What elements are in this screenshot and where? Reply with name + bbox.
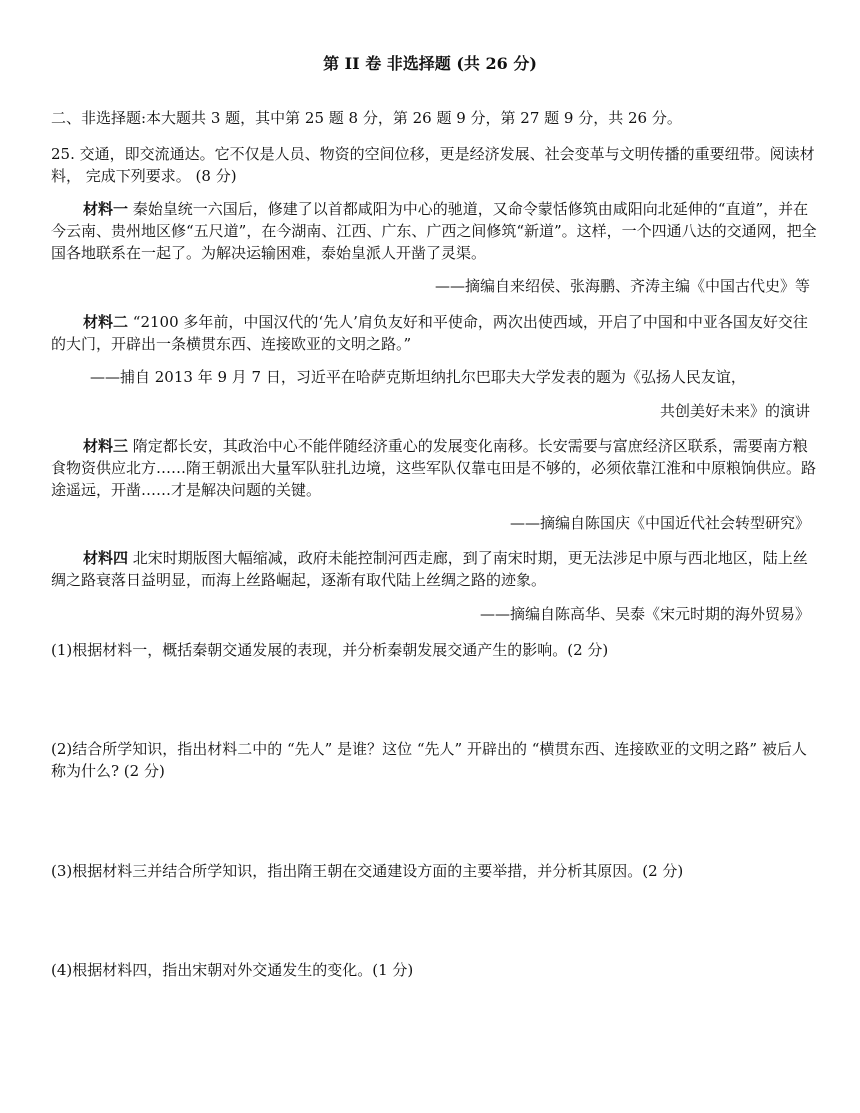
sub-question-1: (1)根据材料一，概括秦朝交通发展的表现，并分析秦朝发展交通产生的影响。(2 分) — [51, 641, 609, 659]
material-3-source: ——摘编自陈国庆《中国近代社会转型研究》 — [509, 514, 810, 532]
material-3-text: 隋定都长安，其政治中心不能伴随经济重心的发展变化南移。长安需要与富庶经济区联系，需要南方粮食物资供应北方……隋王朝派出大量军队驻扎边境，这些军队仅靠屯田是不够的，必须依靠江淮和中原粮饷供应。路途遥远，开凿……才是解决问题的关键。 — [51, 437, 817, 499]
material-1-source: ——摘编自来绍侯、张海鹏、齐涛主编《中国古代史》等 — [434, 277, 810, 295]
material-2-source-line2: 共创美好未来》的演讲 — [659, 402, 810, 420]
sub-question-4: (4)根据材料四，指出宋朝对外交通发生的变化。(1 分) — [51, 961, 414, 979]
material-4-source: ——摘编自陈高华、吴泰《宋元时期的海外贸易》 — [479, 605, 810, 623]
section-intro: 二、非选择题:本大题共 3 题，其中第 25 题 8 分，第 26 题 9 分，第 27 题 9 分，共 26 分。 — [51, 109, 682, 127]
material-3-label: 材料三 — [83, 437, 129, 455]
material-1 — [51, 198, 821, 264]
material-4-text: 北宋时期版图大幅缩减，政府未能控制河西走廊，到了南宋时期，更无法涉足中原与西北地区，陆上丝绸之路衰落日益明显，而海上丝路崛起，逐渐有取代陆上丝绸之路的迹象。 — [51, 549, 808, 589]
material-1-label: 材料一 — [83, 200, 129, 218]
question-25-stem: 25. 交通，即交流通达。它不仅是人员、物资的空间位移，更是经济发展、社会变革与文明传播的重要纽带。阅读材料， 完成下列要求。 (8 分) — [51, 145, 815, 185]
material-2-text: “2100 多年前，中国汉代的‘先人’肩负友好和平使命，两次出使西域，开启了中国和中亚各国友好交往的大门，开辟出一条横贯东西、连接欧亚的文明之路。” — [51, 313, 808, 353]
section-title: 第 II 卷 非选择题 (共 26 分) — [323, 54, 537, 73]
material-4 — [51, 547, 821, 591]
material-3 — [51, 435, 821, 501]
material-4-label: 材料四 — [83, 549, 129, 567]
material-2-label: 材料二 — [83, 313, 129, 331]
material-1-text: 秦始皇统一六国后，修建了以首都咸阳为中心的驰道，又命令蒙恬修筑由咸阳向北延伸的“直道”，并在今云南、贵州地区修“五尺道”，在今湖南、江西、广东、广西之间修筑“新道”。这样，一个四通八达的交通网，把全国各地联系在一起了。为解决运输困难，泰始皇派人开凿了灵渠。 — [51, 200, 817, 262]
sub-question-3: (3)根据材料三并结合所学知识，指出隋王朝在交通建设方面的主要举措，并分析其原因。(2 分) — [51, 862, 684, 880]
material-2 — [51, 311, 821, 355]
material-2-source-line1: ——捕自 2013 年 9 月 7 日，习近平在哈萨克斯坦纳扎尔巴耶夫大学发表的题为《弘扬人民友谊， — [90, 368, 746, 386]
sub-question-2: (2)结合所学知识，指出材料二中的 “先人” 是谁？这位 “先人” 开辟出的 “横贯东西、连接欧亚的文明之路” 被后人称为什么? (2 分) — [51, 740, 807, 780]
